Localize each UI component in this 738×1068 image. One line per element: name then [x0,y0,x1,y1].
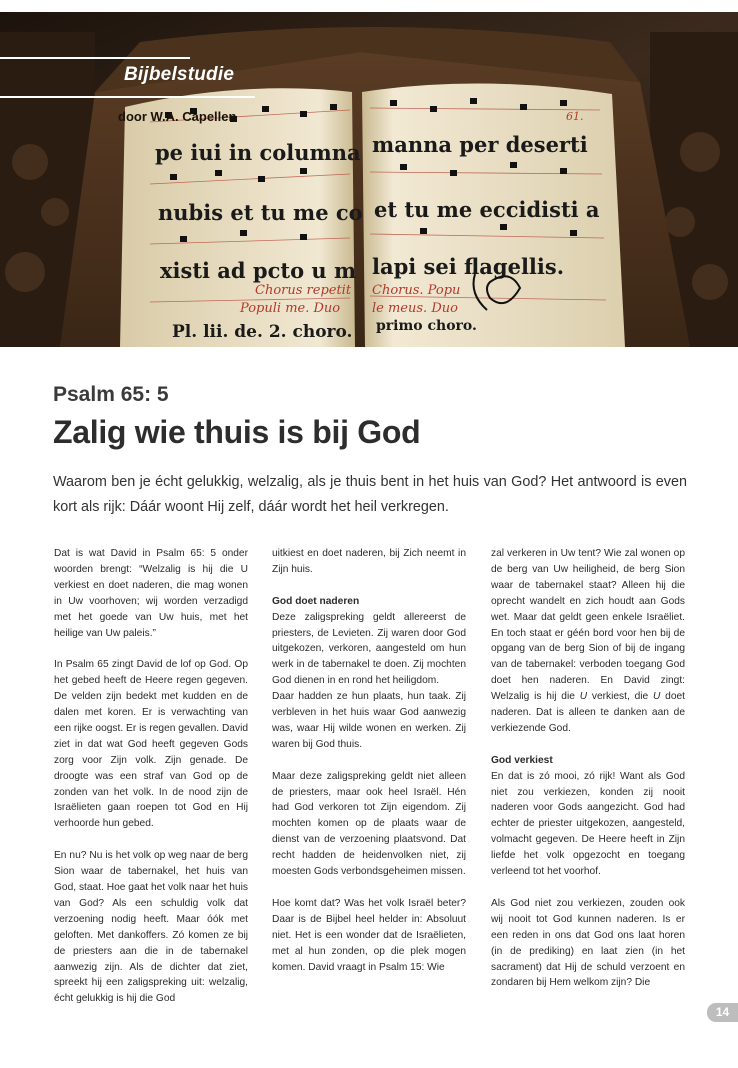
subheading-god-doet-naderen: God doet naderen [272,595,360,607]
article-title: Zalig wie thuis is bij God [53,414,421,450]
right-line-3: lapi sei flagellis. [372,254,565,279]
emphasis: U [653,691,661,703]
paragraph: In Psalm 65 zingt David de lof op God. Op het gebed heeft de Heere regen gegeven. De velden zijn bedekt met kudden en de dalen met koren. Er is verwachting van een rijke oogst. Er is regen gevallen. David ziet in dat wat God heeft gegeven Gods zorg voor Zijn volk. Zijn genade. De droogte was een straf van God op de zonden van het volk. In de nood zijn de Israëlieten gaan roepen tot God en Hij verhoorde hun gebed. [54,659,248,830]
left-line-1: pe iui in columna [155,140,361,165]
paragraph: En dat is zó mooi, zó rijk! Want als God niet zou verkiezen, konden zij nooit naderen voor Gods aangezicht. God had echter de priester uitgekozen, aangesteld, volmacht gegeven. De Heere heeft in Zijn liefde het volk opgezocht en toegang verleend tot het voorhof. [491,770,685,878]
text-run: zal verkeren in Uw tent? Wie zal wonen op de berg van Uw heiligheid, de berg Sion waar de tabernakel staat? Alleen hij die oprecht wandelt en zich houdt aan Gods wet. Maar dat geldt geen enkele Israëliet. En toch staat er géén bord voor hen bij de opgang van de berg Sion of bij de ingang van de tabernakel: verboden toegang God doet hen naderen. En David zingt: Welzalig is hij die [491,548,685,703]
paragraph: Deze zaligspreking geldt allereerst de priesters, de Levieten. Zij waren door God uitgekozen, verkoren, aangesteld om hun werk in de tabernakel te doen. Zij mochten God dienen in en rond het heiligdom. [272,611,466,687]
column-3 [491,546,685,1007]
left-line-3: xisti ad pcto u m [160,258,357,283]
header-rule-bottom [0,96,255,98]
subheading-god-verkiest: God verkiest [491,754,553,766]
paragraph: uitkiest en doet naderen, bij Zich neemt in Zijn huis. [272,548,466,575]
left-line-2: nubis et tu me co [158,200,363,225]
paragraph: Als God niet zou verkiezen, zouden ook wij nooit tot God kunnen naderen. Is er een reden in ons dat God ons laat horen (in de prediking) en laat zien (in het sacrament) dat Hij de schuld verzoent en zondaren bij Hem welkom zijn? Die [491,897,685,989]
paragraph: Daar hadden ze hun plaats, hun taak. Zij verbleven in het huis waar God aanwezig was, waar Hij wilde wonen en werken. Zij waren bij God thuis. [272,691,466,750]
right-line-6: primo choro. [376,318,477,334]
folio-number: 61. [566,110,584,123]
right-line-2: et tu me eccidisti a [374,197,600,222]
text-run: doet naderen. Dat is alleen te danken aan de verkiezende God. [491,691,685,734]
antiphonary-illustration [0,12,738,347]
left-line-4: Chorus repetit [255,283,352,298]
page-number-tab: 14 [707,1003,738,1022]
right-line-4: Chorus. Popu [372,283,461,298]
paragraph: Dat is wat David in Psalm 65: 5 onder woorden brengt: “Welzalig is hij die U verkiest en doet naderen, die mag wonen in Uw voorhoven; wij worden verzadigd met het goede van Uw huis, met het heilige van Uw paleis.” [54,548,248,639]
column-2 [272,546,466,991]
paragraph: Maar deze zaligspreking geldt niet alleen de priesters, maar ook heel Israël. Hén had God verkoren tot Zijn eigendom. Zij mochten komen op de plaats waar de dienst van de verzoening plaatsvond. Dat recht hadden de heidenvolken niet, zij moesten Gods verbondsgeheimen missen. [272,770,466,878]
byline: door W.A. Capellen [118,109,237,124]
article-kicker: Psalm 65: 5 [53,383,169,406]
paragraph: Hoe komt dat? Was het volk Israël beter? Daar is de Bijbel heel helder in: Absoluut niet. Het is een wonder dat de Israëlieten, met al hun zonden, op die plek mogen komen. David vraagt in Psalm 15: Wie [272,897,466,973]
article-lead: Waarom ben je écht gelukkig, welzalig, als je thuis bent in het huis van God? Het antwoord is even kort als rijk: Dáár woont Hij zelf, dáár wordt het heil verkregen. [53,474,687,515]
header-rule-top [0,57,190,59]
text-run: verkiest, die [587,691,653,703]
hero-photo [0,12,738,347]
right-line-5: le meus. Duo [372,301,458,316]
paragraph [491,546,685,737]
left-line-5: Populi me. Duo [240,301,341,316]
column-1 [54,546,248,1023]
right-line-1: manna per deserti [372,132,588,157]
left-line-6: Pl. lii. de. 2. choro. [172,322,353,342]
paragraph: En nu? Nu is het volk op weg naar de berg Sion waar de tabernakel, het huis van God, staat. Hoe gaat het volk naar het huis van God? Als een schuldig volk dat verzoening nodig heeft. Maar óók met geloften. Met dankoffers. Zó komen ze bij de priesters aan die in de tabernakel aanwezig zijn. Als de dichter dat ziet, spreekt hij een zaligspreking uit: welzalig, écht gelukkig is hij die God [54,850,248,1005]
emphasis: U [579,691,588,703]
section-label: Bijbelstudie [124,64,235,85]
